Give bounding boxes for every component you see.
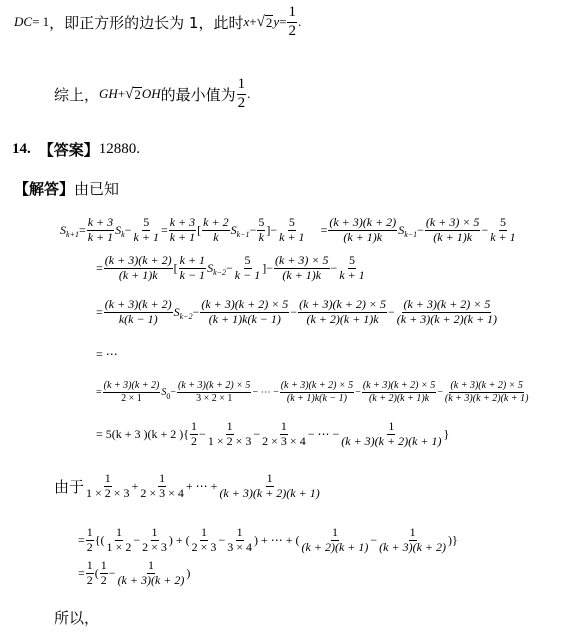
conclusion-label: 综上， bbox=[54, 85, 100, 104]
equation-row-6: = 5(k + 3 )(k + 2 ){ $\frac{1}{2}$ − $\frac{1}{1 \times 2 \times 3}$ − $\frac{1}{2 \times 3 \times 4}$ − ⋯ − $\frac{1}{(k + 3)(k + 2)(k + 1)}$ } bbox=[96, 418, 450, 448]
half-fraction: $\frac{1}{2}$ bbox=[237, 76, 246, 111]
since-label: 由于 bbox=[54, 477, 85, 496]
plus-sign: + bbox=[249, 14, 257, 29]
y-var: y bbox=[273, 14, 280, 29]
dc-var: DC bbox=[14, 14, 33, 29]
equation-row-ellipsis: = ⋯ bbox=[96, 346, 118, 361]
therefore-line bbox=[54, 606, 99, 628]
therefore-label: 所以， bbox=[54, 608, 100, 627]
solution-tag: 【解答】 bbox=[14, 179, 75, 198]
plus-sign: + bbox=[117, 86, 126, 101]
half-fraction: $\frac{1}{2}$ bbox=[288, 4, 296, 39]
sum-equation-row-2: = $\frac{1}{2}$ ( $\frac{1}{2}$ − $\frac{1}{(k + 3)(k + 2)}$ ) bbox=[78, 557, 191, 587]
eq-sign: = bbox=[279, 14, 287, 29]
line1-text: ，即正方形的边长为 1，此时 bbox=[49, 13, 244, 32]
x-var: x bbox=[243, 14, 250, 29]
sum-equation-row-1: = $\frac{1}{2}$ {( $\frac{1}{1 \times 2}$ − $\frac{1}{2 \times 3}$ ) + ( $\frac{1}{2 \times 3}$ − $\frac{1}{3 \times 4}$ ) + ⋯ + ( $\frac{1}{(k + 2)(k + 1)}$ − $\frac{1}{(k + 3)(k + 2)}$ )} bbox=[78, 524, 458, 554]
answer-tag: 【答案】 bbox=[38, 140, 99, 159]
answer-value: 12880. bbox=[98, 140, 141, 157]
equation-row-5: = $\frac{(k + 3)(k + 2)}{2 \times 1}$ S 0 − $\frac{(k + 3)(k + 2) \times 5}{3 \times 2 \times 1}$ − ⋯ − $\frac{(k + 3)(k + 2) \times 5}{(k + 1)k(k - 1)}$ − $\frac{(k + 3)(k + 2) \times 5}{(k + 2)(k + 1)k}$ − $\frac{(k + 3)(k + 2) \times 5}{(k + 3)(k + 2)(k + 1)}$ bbox=[96, 380, 529, 404]
solution-heading bbox=[14, 177, 119, 199]
line-conclusion bbox=[54, 76, 250, 112]
line-square-side bbox=[14, 4, 301, 40]
gh-var: GH bbox=[99, 86, 118, 101]
sqrt-two: √ 2 bbox=[125, 85, 141, 103]
oh-var: OH bbox=[141, 86, 161, 101]
equation-row-1: S k+1 = $\frac{k + 3}{k + 1}$ S k − $\frac{5}{k + 1}$ = $\frac{k + 3}{k + 1}$ [ $\frac{k + 2}{k}$ S k−1 − $\frac{5}{k}$ ] − $\frac{5}{k + 1}$ = $\frac{(k + 3)(k + 2)}{(k + 1)k}$ S k−1 − $\frac{(k + 3) \times 5}{(k + 1)k}$ − $\frac{5}{k + 1}$ bbox=[60, 214, 516, 244]
equation-row-2: = $\frac{(k + 3)(k + 2)}{(k + 1)k}$ [ $\frac{k + 1}{k - 1}$ S k−2 − $\frac{5}{k - 1}$ ] − $\frac{(k + 3) \times 5}{(k + 1)k}$ − $\frac{5}{k + 1}$ bbox=[96, 252, 365, 282]
question-14-answer bbox=[12, 138, 140, 160]
equation-row-3: = $\frac{(k + 3)(k + 2)}{k(k - 1)}$ S k−2 − $\frac{(k + 3)(k + 2) \times 5}{(k + 1)k(k - 1)}$ − $\frac{(k + 3)(k + 2) \times 5}{(k + 2)(k + 1)k}$ − $\frac{(k + 3)(k + 2) \times 5}{(k + 3)(k + 2)(k + 1)}$ bbox=[96, 296, 498, 326]
min-text: 的最小值为 bbox=[160, 85, 236, 104]
dc-eq: = 1 bbox=[32, 14, 50, 29]
question-number: 14. bbox=[12, 140, 31, 157]
period: . bbox=[297, 14, 302, 29]
solution-intro: 由已知 bbox=[74, 179, 120, 198]
sqrt-two: √ 2 bbox=[256, 13, 273, 31]
period: . bbox=[247, 86, 251, 101]
since-line: 由于 $\frac{1}{1 \times 2 \times 3}$ + $\frac{1}{2 \times 3 \times 4}$ + ⋯ + $\frac{1}{(k + 3)(k + 2)(k + 1)}$ bbox=[54, 470, 320, 500]
